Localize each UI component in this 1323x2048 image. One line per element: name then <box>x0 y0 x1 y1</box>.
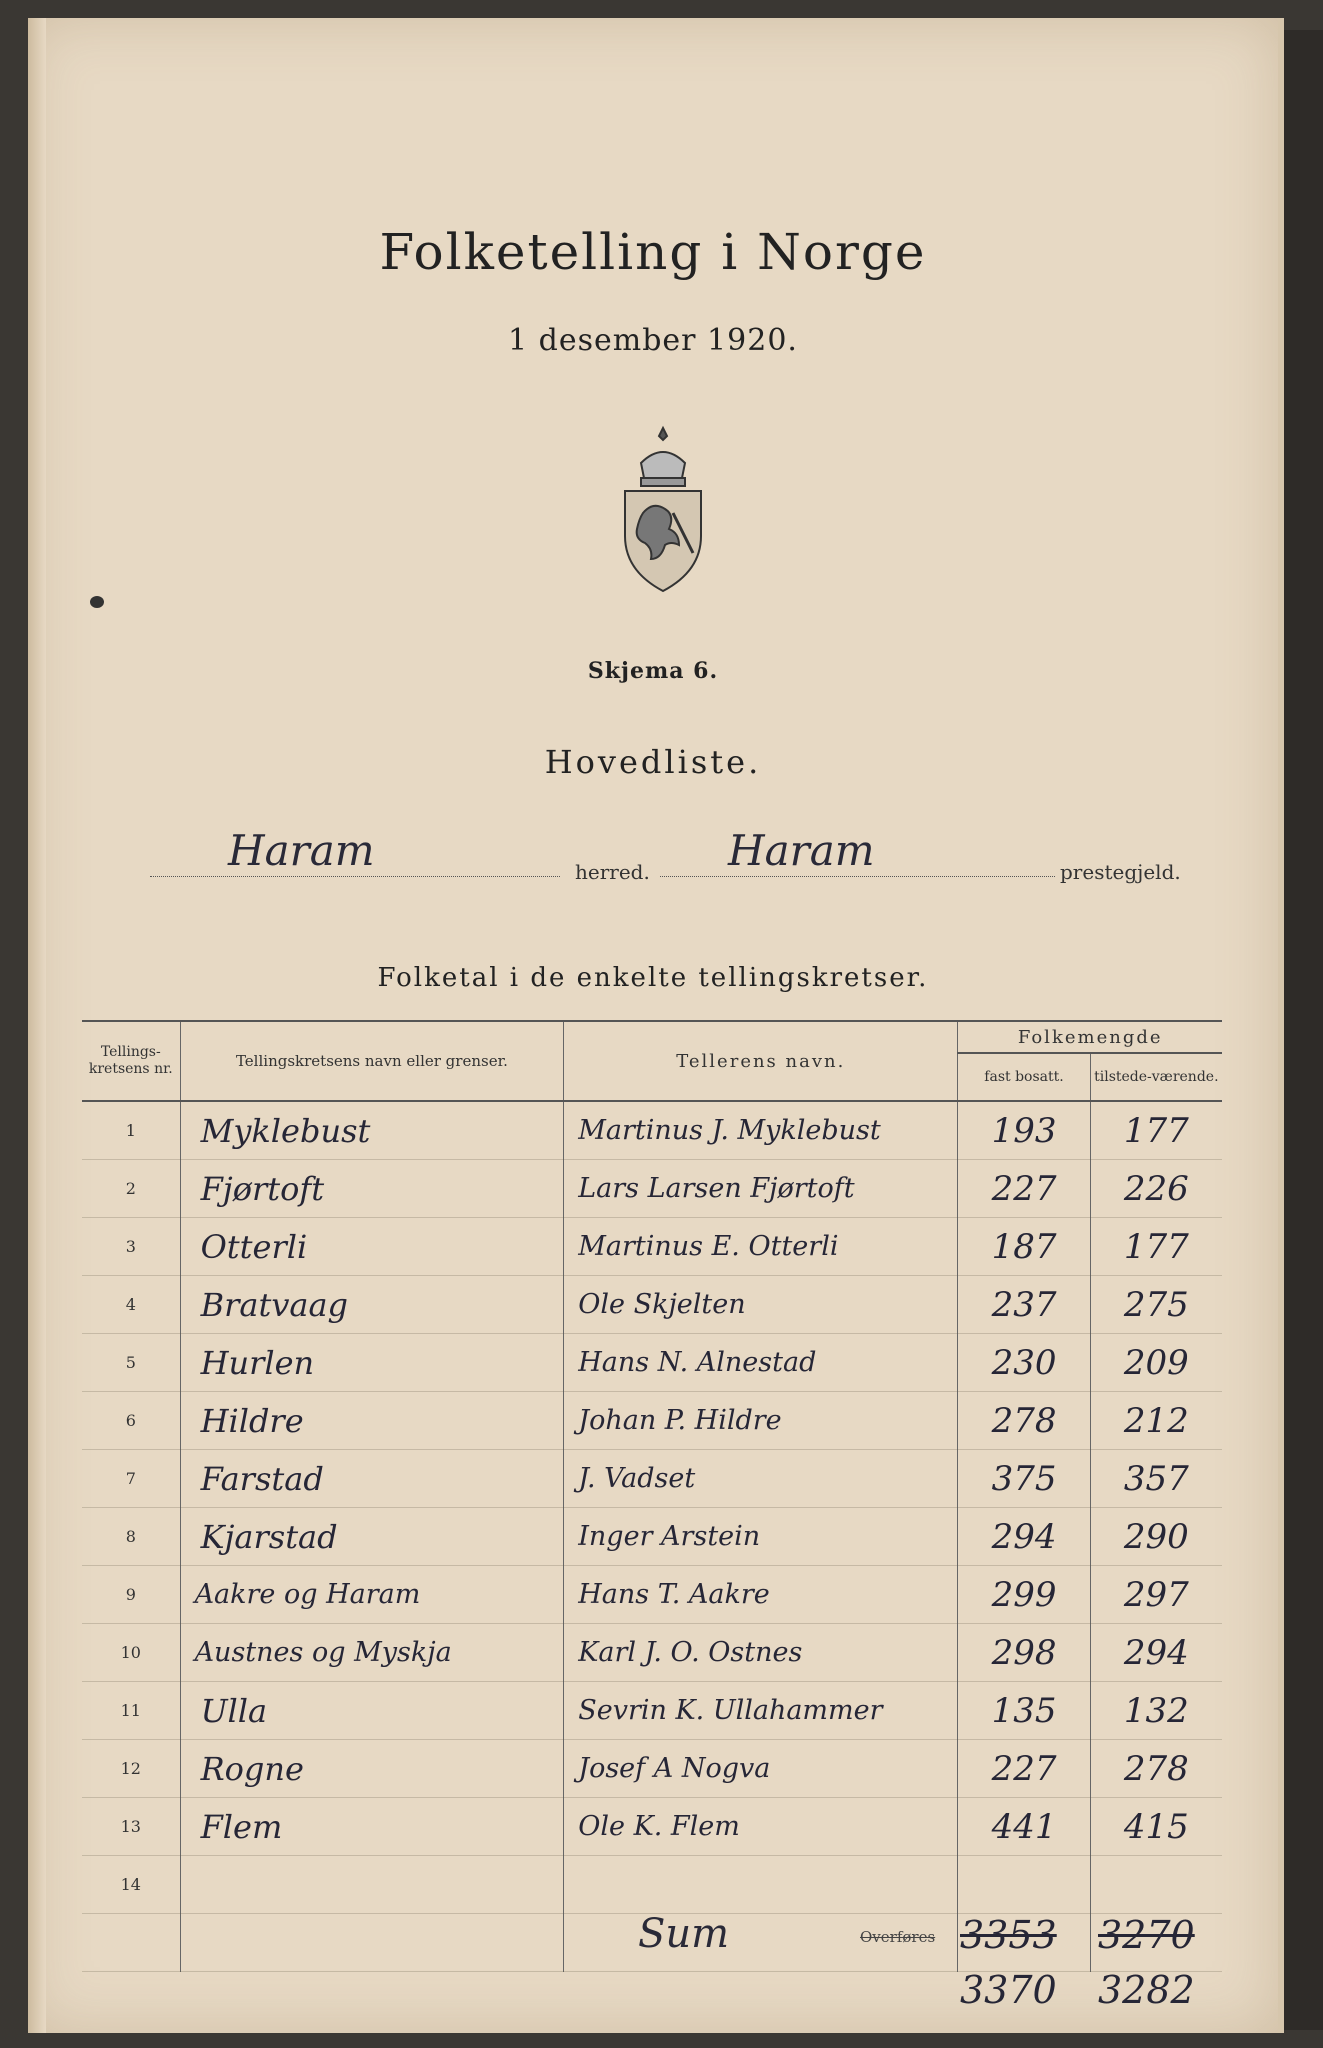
row-fast: 227 <box>958 1160 1090 1218</box>
row-teller: Sevrin K. Ullahammer <box>564 1682 958 1740</box>
row-nr: 12 <box>82 1740 180 1798</box>
table-row <box>82 1276 1222 1334</box>
row-fast: 135 <box>958 1682 1090 1740</box>
row-fast: 441 <box>958 1798 1090 1856</box>
table-row <box>82 1798 1222 1856</box>
row-fast <box>958 1856 1090 1914</box>
form-date: 1 desember 1920. <box>508 323 798 358</box>
row-teller: Inger Arstein <box>564 1508 958 1566</box>
row-tilstede: 132 <box>1090 1682 1222 1740</box>
row-fast: 227 <box>958 1740 1090 1798</box>
table-row <box>82 1740 1222 1798</box>
row-nr: 3 <box>82 1218 180 1276</box>
row-teller: Johan P. Hildre <box>564 1392 958 1450</box>
row-name <box>180 1856 564 1914</box>
binding-edge <box>28 18 46 2033</box>
row-tilstede: 290 <box>1090 1508 1222 1566</box>
row-name: Hildre <box>180 1392 564 1450</box>
sum-fast-struck: 3353 <box>960 1913 1057 1957</box>
row-nr: 11 <box>82 1682 180 1740</box>
row-fast: 278 <box>958 1392 1090 1450</box>
row-fast: 187 <box>958 1218 1090 1276</box>
row-fast: 230 <box>958 1334 1090 1392</box>
table-row <box>82 1450 1222 1508</box>
row-teller: J. Vadset <box>564 1450 958 1508</box>
header-fast: fast bosatt. <box>958 1053 1090 1101</box>
row-nr: 13 <box>82 1798 180 1856</box>
sum-label: Sum <box>638 1911 730 1957</box>
census-form-page <box>28 18 1284 2033</box>
row-tilstede: 278 <box>1090 1740 1222 1798</box>
row-tilstede: 297 <box>1090 1566 1222 1624</box>
row-name: Bratvaag <box>180 1276 564 1334</box>
row-name: Otterli <box>180 1218 564 1276</box>
row-nr: 10 <box>82 1624 180 1682</box>
row-nr: 8 <box>82 1508 180 1566</box>
sum-tilstede-struck: 3270 <box>1098 1913 1195 1957</box>
sum-tilstede: 3282 <box>1098 1968 1195 2012</box>
herred-value: Haram <box>228 826 375 875</box>
table-row <box>82 1856 1222 1914</box>
row-nr: 1 <box>82 1101 180 1160</box>
row-teller: Ole K. Flem <box>564 1798 958 1856</box>
section-title: Folketal i de enkelte tellingskretser. <box>377 963 929 993</box>
row-teller: Ole Skjelten <box>564 1276 958 1334</box>
herred-label: herred. <box>575 860 650 884</box>
row-tilstede: 177 <box>1090 1101 1222 1160</box>
row-teller: Martinus J. Myklebust <box>564 1101 958 1160</box>
row-fast: 193 <box>958 1101 1090 1160</box>
norway-coat-of-arms-icon <box>613 423 713 593</box>
row-fast: 375 <box>958 1450 1090 1508</box>
row-tilstede: 415 <box>1090 1798 1222 1856</box>
table-row <box>82 1566 1222 1624</box>
table-row <box>82 1160 1222 1218</box>
row-name: Flem <box>180 1798 564 1856</box>
row-tilstede: 209 <box>1090 1334 1222 1392</box>
row-nr: 7 <box>82 1450 180 1508</box>
row-teller: Karl J. O. Ostnes <box>564 1624 958 1682</box>
row-nr: 6 <box>82 1392 180 1450</box>
sum-fast: 3370 <box>960 1968 1057 2012</box>
row-nr: 9 <box>82 1566 180 1624</box>
row-nr: 14 <box>82 1856 180 1914</box>
herred-line <box>150 876 560 877</box>
row-tilstede: 212 <box>1090 1392 1222 1450</box>
row-name: Austnes og Myskja <box>180 1624 564 1682</box>
row-teller: Martinus E. Otterli <box>564 1218 958 1276</box>
table-row <box>82 1624 1222 1682</box>
row-teller: Hans N. Alnestad <box>564 1334 958 1392</box>
table-row <box>82 1508 1222 1566</box>
table-row <box>82 1101 1222 1160</box>
ink-blot <box>90 596 104 608</box>
header-folkemengde: Folkemengde <box>958 1021 1222 1053</box>
row-teller: Lars Larsen Fjørtoft <box>564 1160 958 1218</box>
row-tilstede: 226 <box>1090 1160 1222 1218</box>
table-row <box>82 1682 1222 1740</box>
row-nr: 4 <box>82 1276 180 1334</box>
list-title: Hovedliste. <box>544 743 762 781</box>
row-teller: Hans T. Aakre <box>564 1566 958 1624</box>
prestegjeld-line <box>660 876 1055 877</box>
header-tilstede: tilstede-værende. <box>1090 1053 1222 1101</box>
row-tilstede <box>1090 1856 1222 1914</box>
overfores-label: Overføres <box>860 1928 936 1946</box>
row-fast: 298 <box>958 1624 1090 1682</box>
row-fast: 237 <box>958 1276 1090 1334</box>
table-row <box>82 1218 1222 1276</box>
row-tilstede: 357 <box>1090 1450 1222 1508</box>
row-name: Kjarstad <box>180 1508 564 1566</box>
table-row <box>82 1392 1222 1450</box>
schema-label: Skjema 6. <box>587 658 719 684</box>
row-nr: 5 <box>82 1334 180 1392</box>
row-tilstede: 177 <box>1090 1218 1222 1276</box>
row-tilstede: 275 <box>1090 1276 1222 1334</box>
header-name: Tellingskretsens navn eller grenser. <box>180 1021 564 1101</box>
row-teller: Josef A Nogva <box>564 1740 958 1798</box>
row-name: Rogne <box>180 1740 564 1798</box>
census-table <box>82 1020 1222 1972</box>
prestegjeld-label: prestegjeld. <box>1060 860 1181 884</box>
row-name: Ulla <box>180 1682 564 1740</box>
row-teller <box>564 1856 958 1914</box>
row-fast: 299 <box>958 1566 1090 1624</box>
table-row <box>82 1334 1222 1392</box>
row-name: Aakre og Haram <box>180 1566 564 1624</box>
form-title: Folketelling i Norge <box>379 223 927 281</box>
row-name: Hurlen <box>180 1334 564 1392</box>
row-name: Myklebust <box>180 1101 564 1160</box>
prestegjeld-value: Haram <box>728 826 875 875</box>
row-tilstede: 294 <box>1090 1624 1222 1682</box>
background-edge <box>1278 30 1323 2030</box>
row-nr: 2 <box>82 1160 180 1218</box>
row-fast: 294 <box>958 1508 1090 1566</box>
row-name: Farstad <box>180 1450 564 1508</box>
header-nr: Tellings-kretsens nr. <box>82 1021 180 1101</box>
row-name: Fjørtoft <box>180 1160 564 1218</box>
header-teller: Tellerens navn. <box>564 1021 958 1101</box>
